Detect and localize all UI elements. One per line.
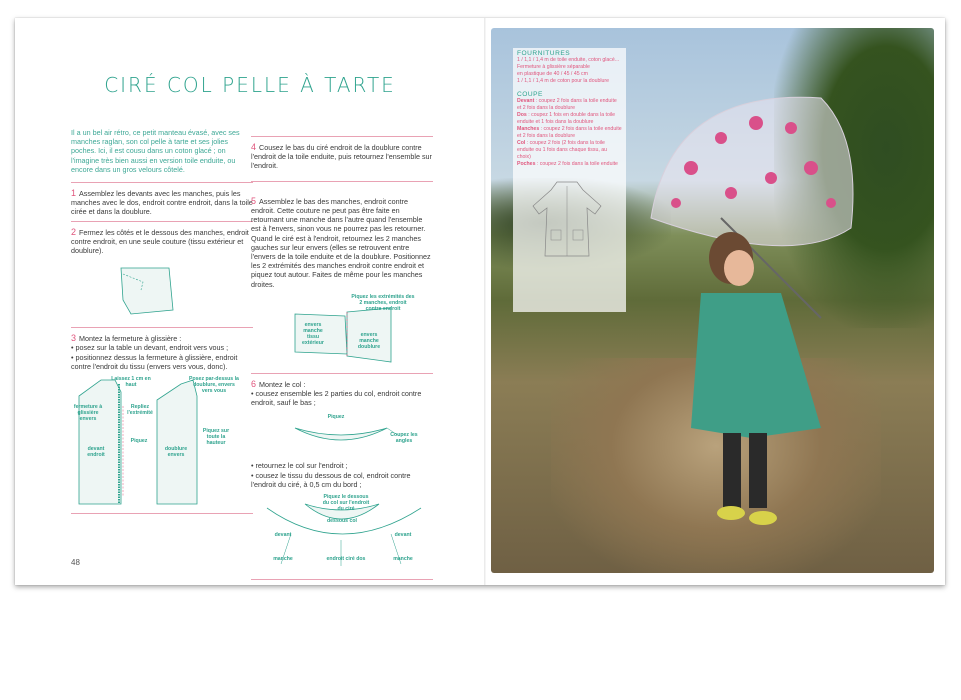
divider: [71, 327, 253, 328]
coupe-value: : coupez 2 fois (2 fois dans la toile enduite ou 1 fois dans chaque tissu, au choix): [517, 140, 607, 160]
coupe-title: COUPE: [517, 91, 543, 98]
diagram-label: Piquez: [327, 414, 345, 421]
coupe-line: [517, 161, 622, 168]
step-number: 1: [71, 188, 77, 199]
step-bullet: • posez sur la table un devant, endroit vers vous ;: [71, 343, 229, 353]
fournitures-title: FOURNITURES: [517, 50, 571, 57]
diagram-label: devant: [274, 532, 292, 539]
diagram-label: Piquez: [130, 438, 148, 445]
step-text: Assemblez le bas des manches, endroit contre endroit. Cette couture ne peut pas être faite en retournant une manche dans l'autre quand l'ensemble est à l'envers, sinon vous ne pourrez pas les retourner. Quand le ciré est à l'endroit, retournez les 2 manches gauches sur leur envers (elles se retrouvent entre l'envers de la toile enduite et de la doublure. Positionnez les 2 extrémités des manches endroit contre endroit et piquez tout autour. Faites de même pour les manches droites.: [251, 196, 431, 289]
divider: [71, 513, 253, 514]
coupe-line: [517, 126, 622, 140]
diagram-label: dessous col: [327, 518, 357, 525]
step-1: [71, 189, 253, 217]
diagram-label: Coupez les angles: [390, 432, 418, 445]
collar-attach-diagram: [251, 494, 433, 574]
step-6: [251, 380, 433, 408]
zipper-diagram: [71, 376, 253, 508]
diagram-label: envers manche tissu extérieur: [302, 321, 324, 346]
diagram-label: Piquez le dessous du col sur l'endroit du ciré: [322, 494, 370, 513]
diagram-label: manche: [273, 556, 293, 563]
diagram-label: Piquez les extrémités des 2 manches, endroit contre endroit: [351, 293, 415, 312]
step-number: 3: [71, 333, 77, 344]
divider: [251, 181, 433, 182]
step-text: Fermez les côtés et le dessous des manches, endroit contre endroit, en une seule couture (tissu extérieur et doublure).: [71, 227, 249, 256]
divider: [71, 182, 253, 183]
supplies-panel: [513, 48, 626, 312]
step-number: 5: [251, 195, 257, 206]
right-page: [485, 18, 945, 585]
coupe-key: Devant: [517, 98, 535, 104]
page-title: CIRÉ COL PELLE À TARTE: [104, 73, 396, 97]
diagram-label: Laissez 1 cm en haut: [111, 376, 151, 389]
divider: [71, 221, 253, 222]
fourniture-line: Fermeture à glissière séparable: [517, 64, 590, 70]
coat-pattern-diagram: [517, 176, 617, 264]
diagram-label: fermeture à glissière envers: [73, 404, 103, 423]
step-bullet: • cousez ensemble les 2 parties du col, endroit contre endroit, sauf le bas ;: [251, 389, 422, 408]
step-number: 4: [251, 142, 257, 152]
coupe-key: Manches: [517, 126, 540, 132]
step-6-continued: [251, 461, 433, 489]
coupe-key: Col: [517, 140, 526, 146]
fourniture-line: 1 / 1,1 / 1,4 m de coton pour la doublure: [517, 78, 609, 84]
step-2: [71, 228, 253, 256]
sleeve-diagram: [71, 260, 253, 322]
coupe-value: : coupez 2 fois dans la toile enduite: [535, 161, 618, 167]
coupe-value: : coupez 1 fois en double dans la toile enduite et 1 fois dans la doublure: [517, 112, 616, 125]
fourniture-line: 1 / 1,1 / 1,4 m de toile enduite, coton glacé...: [517, 57, 620, 63]
coupe-key: Poches: [517, 161, 536, 167]
fourniture-line: en plastique de 40 / 45 / 45 cm: [517, 71, 588, 77]
intro-text: Il a un bel air rétro, ce petit manteau évasé, avec ses manches raglan, son col pelle à tarte et ses jolies poches. Ici, il est cousu dans un coton glacé ; on l'imagine très bien aussi en version toile enduite, ou encore dans un gros velours côtelé.: [71, 128, 240, 174]
coupe-value: : coupez 2 fois dans la toile enduite et 2 fois dans la doublure: [517, 126, 622, 139]
coupe-value: : coupez 2 fois dans la toile enduite et 2 fois dans la doublure: [517, 98, 617, 111]
coupe-line: [517, 140, 622, 161]
diagram-label: doublure envers: [164, 446, 188, 459]
page-number: 48: [71, 558, 80, 567]
step-text: Montez la fermeture à glissière :: [79, 334, 182, 344]
diagram-label: manche: [393, 556, 413, 563]
diagram-label: envers manche doublure: [357, 331, 381, 350]
right-column: [251, 128, 433, 586]
step-text: Cousez le bas du ciré endroit de la doublure contre l'endroit de la toile enduite, puis retournez l'ensemble sur l'endroit.: [251, 143, 432, 171]
divider: [251, 136, 433, 137]
step-number: 2: [71, 226, 77, 237]
divider: [251, 579, 433, 580]
diagram-label: Piquez sur toute la hauteur: [202, 428, 230, 447]
child-umbrella-photo: [491, 28, 934, 573]
diagram-label: devant endroit: [87, 446, 105, 459]
divider: [251, 373, 433, 374]
diagram-label: endroit ciré dos: [326, 556, 366, 563]
step-text: Montez le col :: [259, 379, 306, 389]
step-3: [71, 334, 253, 371]
step-4: [251, 143, 433, 171]
step-bullet: • retournez le col sur l'endroit ;: [251, 461, 348, 471]
coupe-line: [517, 98, 622, 112]
diagram-label: Posez par-dessus la doublure, envers vers vous: [189, 376, 239, 395]
step-text: Assemblez les devants avec les manches, puis les manches avec le dos, endroit contre endroit, dans la toile cirée et dans la doublure.: [71, 189, 253, 217]
left-page: [15, 18, 485, 585]
step-bullet: • positionnez dessus la fermeture à glissière, endroit contre l'endroit du tissu (envers vers vous, donc).: [71, 352, 238, 371]
coupe-key: Dos: [517, 112, 527, 118]
step-number: 6: [251, 378, 257, 389]
sleeve-join-diagram: [251, 294, 433, 368]
step-5: [251, 188, 433, 289]
coupe-line: [517, 112, 622, 126]
collar-diagram: [251, 412, 433, 456]
diagram-label: Repliez l'extrémité: [127, 404, 153, 417]
step-bullet: • cousez le tissu du dessous de col, endroit contre l'endroit du ciré, à 0,5 cm du bord ;: [251, 470, 411, 489]
diagram-label: devant: [394, 532, 412, 539]
book-spread: [15, 18, 945, 585]
left-column: [71, 128, 253, 520]
